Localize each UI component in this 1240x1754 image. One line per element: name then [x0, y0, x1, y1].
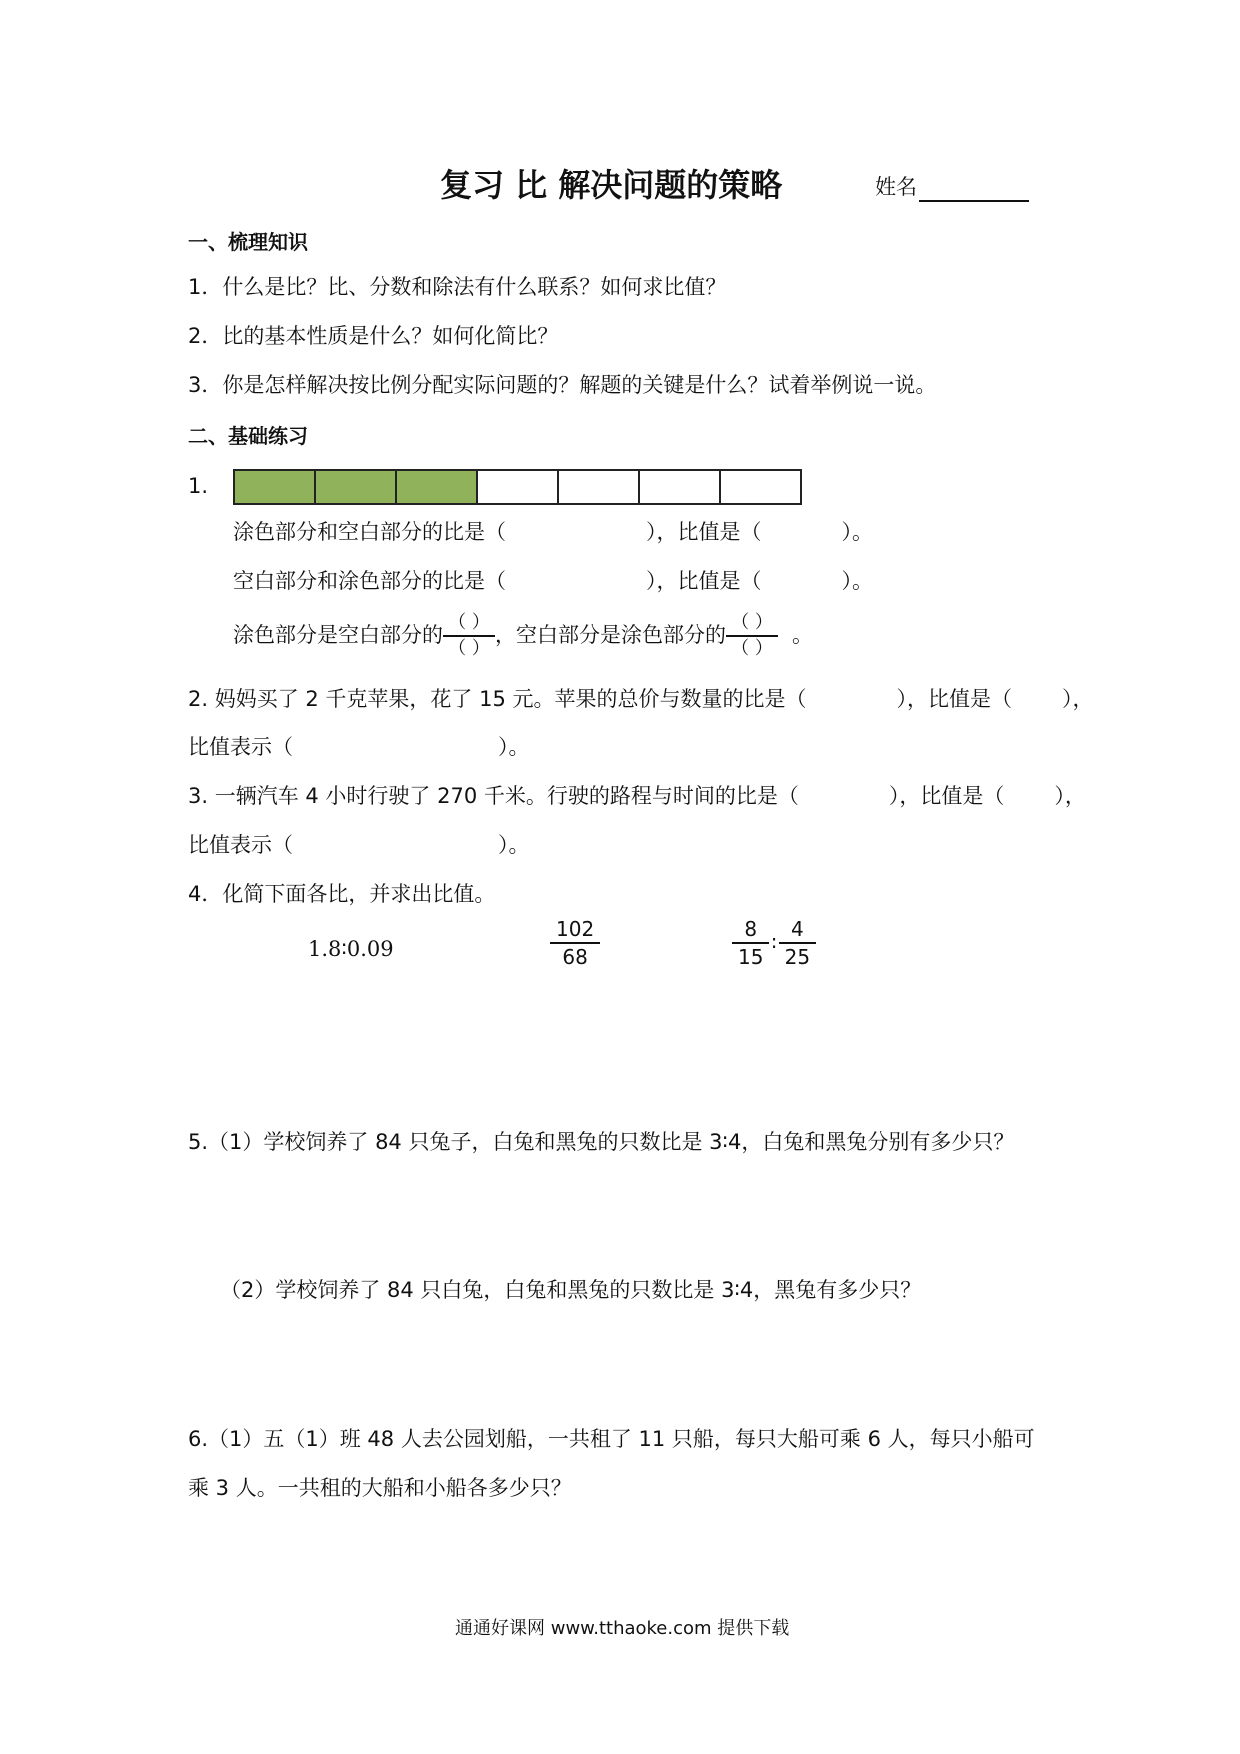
bar-cell-shaded — [316, 471, 397, 503]
fraction-denominator: （ ） — [731, 638, 773, 659]
bar-cell-shaded — [397, 471, 478, 503]
q1-line3-end: 。 — [792, 623, 813, 647]
section-heading-review: 一、梳理知识 — [188, 230, 308, 254]
q3-mid: ），比值是（ — [888, 784, 1005, 808]
q1-line-1 — [233, 517, 873, 547]
fraction-denominator: 68 — [562, 945, 588, 969]
q1-line3-mid: ，空白部分是涂色部分的 — [495, 623, 726, 647]
name-field[interactable] — [875, 172, 1029, 202]
fraction-numerator: 8 — [744, 917, 758, 941]
q2-mid: ），比值是（ — [896, 687, 1012, 711]
q1-line3-prefix: 涂色部分是空白部分的 — [233, 623, 443, 647]
q4-expression-2 — [548, 918, 602, 968]
q3-line-2 — [188, 830, 530, 860]
q3-text: 3. 一辆汽车 4 小时行驶了 270 千米。行驶的路程与时间的比是（ — [188, 784, 799, 808]
fraction-denominator: 15 — [738, 945, 764, 969]
name-label: 姓名 — [875, 175, 917, 199]
q3-end: ）， — [1054, 784, 1086, 808]
fraction-denominator: 25 — [784, 945, 811, 969]
q2-meaning-end: ）。 — [498, 735, 530, 759]
review-item-2: 2．比的基本性质是什么？如何化简比？ — [188, 324, 559, 348]
ratio-bar — [233, 469, 802, 505]
q1-line1-end: ）。 — [841, 520, 873, 544]
q5-part-2: （2）学校饲养了 84 只白兔，白兔和黑兔的只数比是 3∶4，黑兔有多少只？ — [220, 1278, 922, 1302]
review-item-3: 3．你是怎样解决按比例分配实际问题的？解题的关键是什么？试着举例说一说。 — [188, 373, 937, 397]
fraction-numerator: 4 — [791, 917, 804, 941]
q1-line2-end: ）。 — [841, 569, 873, 593]
fraction-numerator: 102 — [556, 917, 595, 941]
fraction-blank[interactable] — [726, 612, 778, 660]
bar-cell-blank — [478, 471, 559, 503]
fraction-blank[interactable] — [443, 612, 495, 660]
q3-meaning-prefix: 比值表示（ — [188, 833, 293, 857]
q2-meaning-prefix: 比值表示（ — [188, 735, 293, 759]
bar-cell-shaded — [235, 471, 316, 503]
q6-line-1: 6.（1）五（1）班 48 人去公园划船，一共租了 11 只船，每只大船可乘 6 人，每只小船可 — [188, 1427, 1035, 1451]
q4-expression-1: 1.8∶0.09 — [308, 937, 394, 961]
fraction-denominator: （ ） — [448, 638, 490, 659]
bar-cell-blank — [640, 471, 721, 503]
name-blank[interactable] — [919, 180, 1029, 202]
q1-line2-prefix: 空白部分和涂色部分的比是（ — [233, 569, 506, 593]
q1-number: 1. — [188, 474, 209, 498]
page-title: 复习 比 解决问题的策略 — [440, 166, 783, 204]
q2-text: 2. 妈妈买了 2 千克苹果，花了 15 元。苹果的总价与数量的比是（ — [188, 687, 807, 711]
fraction — [779, 918, 816, 968]
q6-line-2: 乘 3 人。一共租的大船和小船各多少只？ — [188, 1476, 572, 1500]
fraction-numerator: （ ） — [731, 612, 773, 633]
q2-line-1 — [188, 684, 1094, 714]
q1-line-2 — [233, 566, 873, 596]
q1-line1-prefix: 涂色部分和空白部分的比是（ — [233, 520, 506, 544]
q3-line-1 — [188, 781, 1086, 811]
q3-meaning-end: ）。 — [498, 833, 530, 857]
bar-cell-blank — [559, 471, 640, 503]
q4-instruction: 4．化简下面各比，并求出比值。 — [188, 882, 496, 906]
section-heading-practice: 二、基础练习 — [188, 424, 308, 448]
q1-line-3 — [233, 608, 813, 662]
ratio-colon: ∶ — [771, 931, 777, 955]
q2-line-2 — [188, 732, 530, 762]
fraction — [732, 918, 769, 968]
q1-line2-mid: ），比值是（ — [646, 569, 762, 593]
review-item-1: 1．什么是比？比、分数和除法有什么联系？如何求比值？ — [188, 275, 727, 299]
q1-line1-mid: ），比值是（ — [646, 520, 762, 544]
bar-cell-blank — [721, 471, 800, 503]
q4-expression-3 — [730, 918, 818, 968]
q2-end: ）， — [1062, 687, 1094, 711]
footer-credit: 通通好课网 www.tthaoke.com 提供下载 — [455, 1618, 790, 1639]
fraction — [550, 918, 600, 968]
q5-part-1: 5.（1）学校饲养了 84 只兔子，白兔和黑兔的只数比是 3∶4，白兔和黑兔分别有多少只？ — [188, 1130, 1015, 1154]
fraction-numerator: （ ） — [448, 612, 490, 633]
